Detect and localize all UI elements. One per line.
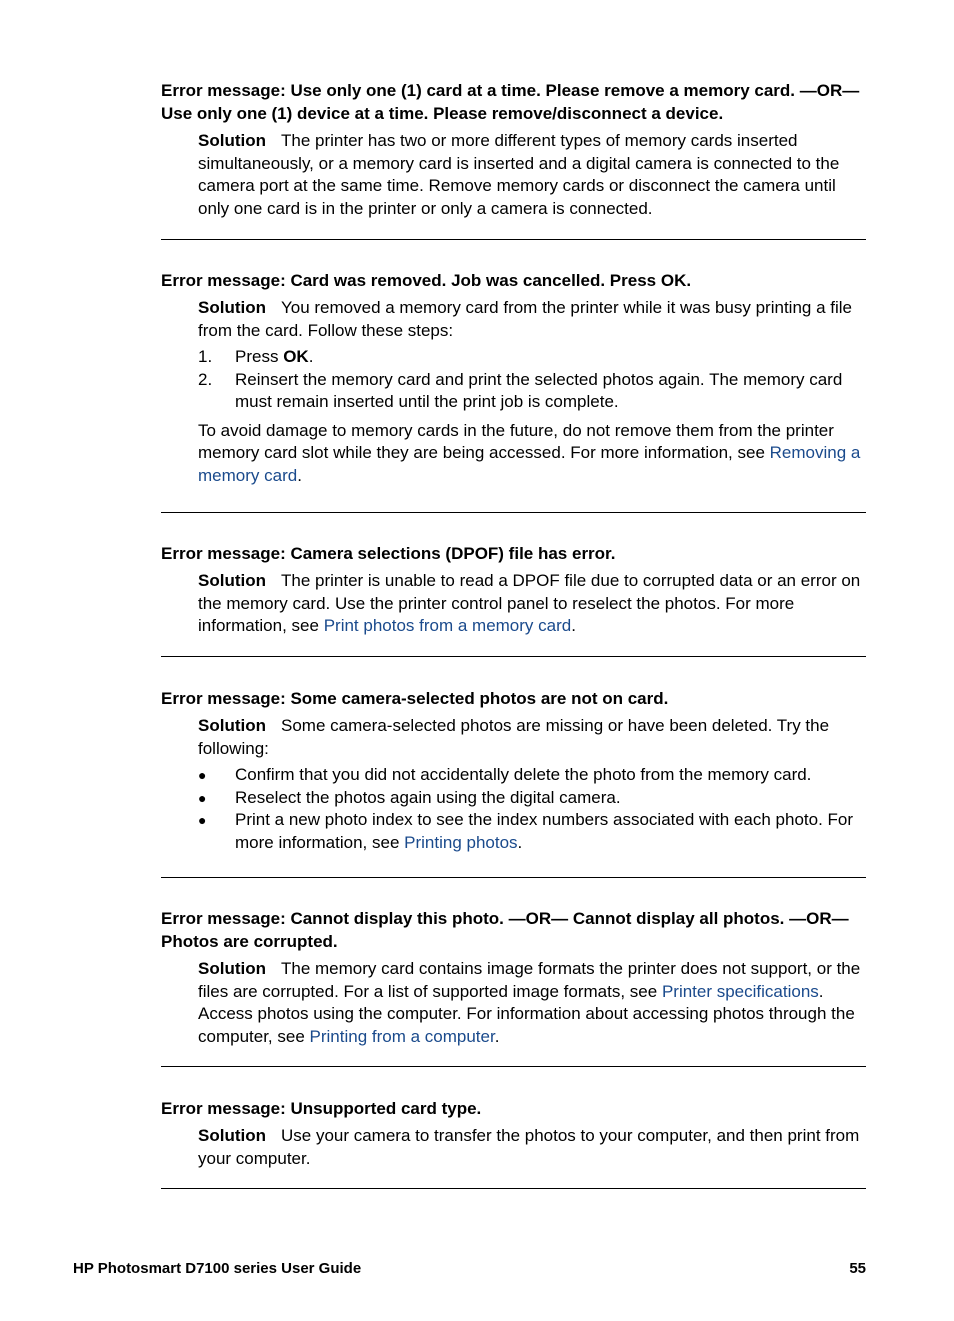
- bullet-list: [198, 764, 866, 854]
- step-text-end: .: [308, 347, 314, 366]
- solution-paragraph: [198, 297, 866, 342]
- solution-block: [198, 1125, 866, 1170]
- printer-specifications-link[interactable]: Printer specifications: [661, 981, 819, 1001]
- error-heading: Error message: Unsupported card type.: [161, 1099, 482, 1118]
- solution-text: The memory card contains image formats the printer does not support, or the files are corrupted. For a list of supported image formats, see: [198, 959, 861, 1001]
- bullet-icon: ●: [198, 789, 207, 806]
- error-section-cannot-display: [161, 907, 866, 1048]
- bullet-icon: ●: [198, 812, 207, 828]
- guide-title: HP Photosmart D7100 series User Guide: [73, 1260, 362, 1277]
- step-text: Reinsert the memory card and print the selected photos again. The memory card must remain inserted until the print job is complete.: [235, 369, 843, 411]
- solution-text: Use your camera to transfer the photos to your computer, and then print from your computer.: [198, 1126, 860, 1168]
- solution-label: Solution: [198, 298, 266, 317]
- printing-from-computer-link[interactable]: Printing from a computer: [309, 1026, 495, 1046]
- section-divider: [161, 656, 866, 657]
- print-photos-memory-card-link[interactable]: Print photos from a memory card: [323, 616, 572, 635]
- solution-text-continued: . Access photos using the computer. For information about accessing photos through the computer, see: [198, 981, 855, 1046]
- error-heading: Error message: Card was removed. Job was cancelled. Press OK.: [161, 271, 692, 290]
- bullet-icon: ●: [198, 767, 207, 783]
- solution-paragraph: [198, 1125, 866, 1170]
- error-section-unsupported-card: [161, 1097, 866, 1170]
- solution-block: [198, 130, 866, 220]
- error-heading: Error message: Cannot display this photo. —OR— Cannot display all photos. —OR— Photos are corrupted.: [161, 909, 849, 951]
- bullet-text: Reselect the photos again using the digital camera.: [235, 787, 621, 807]
- error-section-one-card: [161, 79, 866, 220]
- section-divider: [161, 239, 866, 240]
- page-footer: [73, 1259, 866, 1279]
- solution-block: [198, 958, 866, 1048]
- solution-text: The printer has two or more different types of memory cards inserted simultaneously, or a memory card is inserted and a digital camera is connected to the camera port at the same time. Remove memory cards or disconnect the camera until only one card is in the printer or only a camera is connected.: [198, 131, 840, 218]
- printing-photos-link[interactable]: Printing photos: [404, 832, 518, 852]
- error-heading: Error message: Use only one (1) card at a time. Please remove a memory card. —OR— Use only one (1) device at a time. Please remove/disconnect a device.: [161, 81, 860, 123]
- note-paragraph: [198, 420, 866, 488]
- solution-label: Solution: [198, 571, 266, 590]
- error-section-photos-not-on-card: [161, 687, 866, 854]
- section-divider: [161, 1066, 866, 1067]
- list-item: [198, 346, 866, 369]
- note-end: .: [297, 465, 302, 485]
- section-divider: [161, 512, 866, 513]
- page-number: 55: [849, 1260, 866, 1277]
- list-item: [198, 809, 866, 854]
- solution-end: .: [494, 1026, 500, 1046]
- note-text: To avoid damage to memory cards in the future, do not remove them from the printer memory card slot while they are being accessed. For more information, see: [198, 420, 834, 462]
- solution-paragraph: [198, 715, 866, 760]
- error-heading: Error message: Camera selections (DPOF) file has error.: [161, 544, 616, 563]
- list-item: [198, 787, 866, 810]
- bullet-text: Print a new photo index to see the index numbers associated with each photo. For more information, see: [235, 810, 854, 852]
- error-heading: Error message: Some camera-selected photos are not on card.: [161, 689, 669, 708]
- solution-block: [198, 715, 866, 854]
- solution-text: Some camera-selected photos are missing or have been deleted. Try the following:: [198, 716, 830, 758]
- solution-end: .: [571, 616, 576, 635]
- solution-paragraph: [198, 130, 866, 220]
- list-item: [198, 764, 866, 787]
- bullet-text: Confirm that you did not accidentally delete the photo from the memory card.: [235, 765, 812, 784]
- removing-memory-card-link[interactable]: Removing a memory card: [198, 443, 861, 485]
- ok-key-label: OK: [283, 347, 309, 366]
- solution-label: Solution: [198, 716, 266, 735]
- bullet-end: .: [517, 832, 523, 852]
- error-section-dpof: [161, 542, 866, 638]
- solution-paragraph: [198, 958, 866, 1048]
- solution-block: [198, 297, 866, 487]
- solution-label: Solution: [198, 1126, 266, 1145]
- solution-text: You removed a memory card from the printer while it was busy printing a file from the card. Follow these steps:: [198, 298, 852, 340]
- solution-label: Solution: [198, 131, 266, 150]
- solution-text: The printer is unable to read a DPOF file due to corrupted data or an error on the memory card. Use the printer control panel to reselect the photos. For more information, see: [198, 571, 861, 635]
- steps-list: [198, 346, 866, 414]
- step-number: 2.: [198, 369, 213, 389]
- solution-paragraph: [198, 570, 866, 638]
- solution-label: Solution: [198, 959, 266, 978]
- section-divider: [161, 1188, 866, 1189]
- solution-block: [198, 570, 866, 638]
- step-number: 1.: [198, 347, 213, 366]
- list-item: [198, 369, 866, 414]
- step-text: Press: [235, 347, 284, 366]
- section-divider: [161, 877, 866, 878]
- error-section-card-removed: [161, 269, 866, 487]
